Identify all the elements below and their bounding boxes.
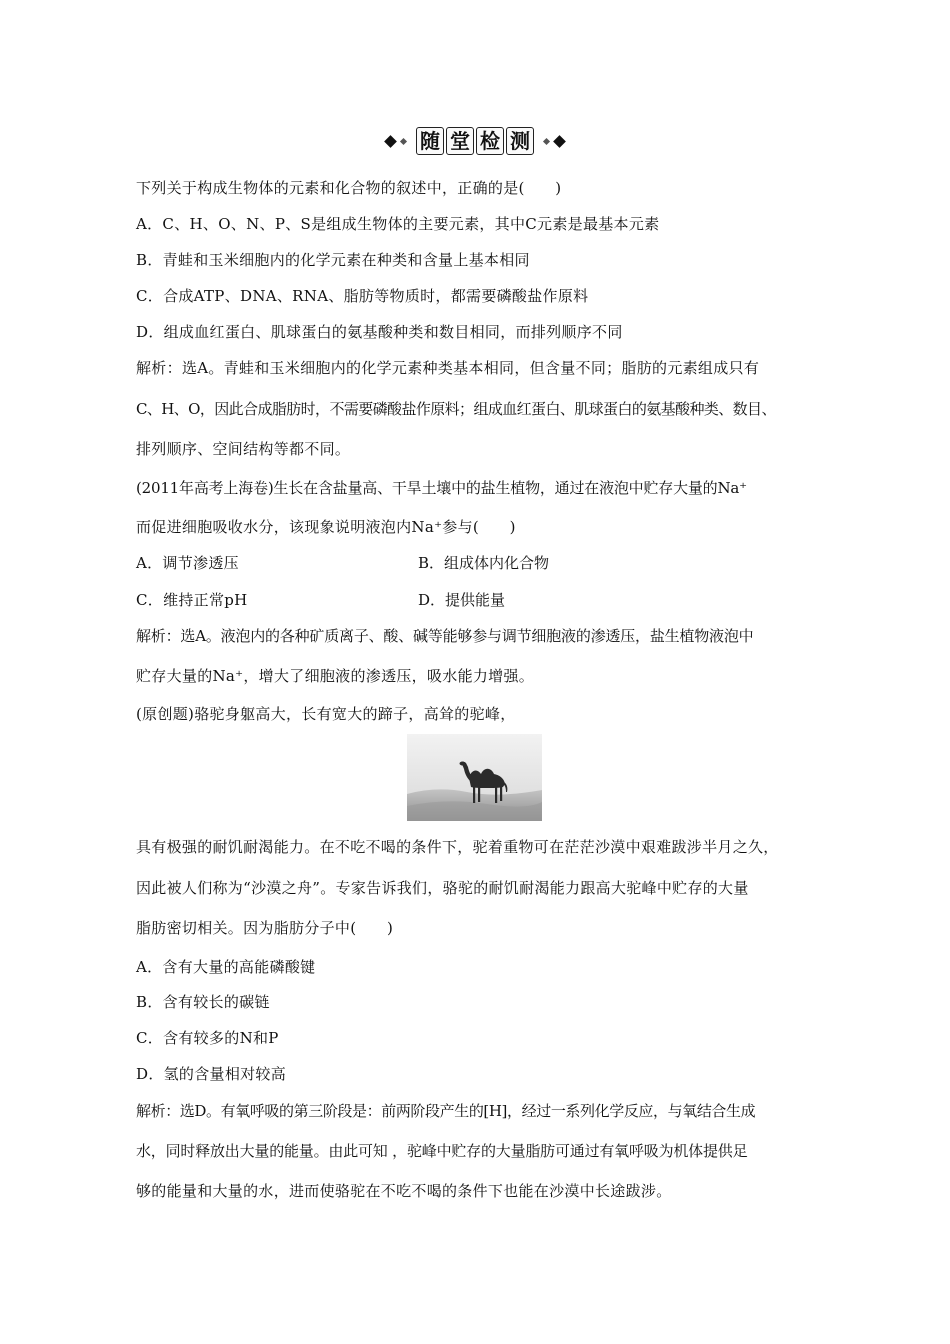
q3-option-b: B．含有较长的碳链: [136, 993, 270, 1011]
q1-option-a: A．C、H、O、N、P、S是组成生物体的主要元素，其中C元素是最基本元素: [136, 215, 660, 233]
q3-analysis-line: 够的能量和大量的水，进而使骆驼在不吃不喝的条件下也能在沙漠中长途跋涉。: [136, 1182, 672, 1200]
question-3-stem: 具有极强的耐饥耐渴能力。在不吃不喝的条件下，驼着重物可在茫茫沙漠中艰难跋涉半月之久，: [136, 838, 779, 856]
q3-analysis-line: 水，同时释放出大量的能量。由此可知 ，驼峰中贮存的大量脂肪可通过有氧呼吸为机体提供足: [136, 1142, 748, 1160]
q2-option-c: C．维持正常pH: [136, 591, 248, 609]
diamond-ornament-icon: [384, 135, 397, 148]
diamond-ornament-icon: [400, 137, 407, 144]
title-char: 堂: [446, 127, 474, 155]
section-title: [416, 127, 534, 155]
diamond-ornament-icon: [543, 137, 550, 144]
q2-analysis-line: 解析：选A。液泡内的各种矿质离子、酸、碱等能够参与调节细胞液的渗透压，盐生植物液泡中: [136, 627, 754, 645]
title-char: 检: [476, 127, 504, 155]
q1-option-b: B．青蛙和玉米细胞内的化学元素在种类和含量上基本相同: [136, 251, 530, 269]
title-char: 测: [506, 127, 534, 155]
diamond-ornament-icon: [553, 135, 566, 148]
camel-icon: [407, 734, 542, 821]
q2-analysis-line: 贮存大量的Na⁺，增大了细胞液的渗透压，吸水能力增强。: [136, 667, 535, 685]
q2-option-b: B．组成体内化合物: [418, 554, 550, 572]
camel-photo: [407, 734, 542, 821]
q1-analysis-line: 解析：选A。青蛙和玉米细胞内的化学元素种类基本相同，但含量不同；脂肪的元素组成只有: [136, 359, 760, 377]
q2-option-a: A．调节渗透压: [136, 554, 239, 572]
q3-option-d: D．氢的含量相对较高: [136, 1065, 287, 1083]
q3-option-c: C．含有较多的N和P: [136, 1029, 279, 1047]
q1-analysis-line: 排列顺序、空间结构等都不同。: [136, 440, 351, 458]
question-1-stem: 下列关于构成生物体的元素和化合物的叙述中，正确的是( ): [136, 179, 562, 197]
q1-option-c: C．合成ATP、DNA、RNA、脂肪等物质时，都需要磷酸盐作原料: [136, 287, 589, 305]
q1-analysis-line: C、H、O，因此合成脂肪时，不需要磷酸盐作原料；组成血红蛋白、肌球蛋白的氨基酸种类、数目、: [136, 400, 776, 418]
question-2-stem: 而促进细胞吸收水分，该现象说明液泡内Na⁺参与( ): [136, 518, 516, 536]
question-3-stem: 因此被人们称为“沙漠之舟”。专家告诉我们，骆驼的耐饥耐渴能力跟高大驼峰中贮存的大量: [136, 879, 749, 897]
section-header: [0, 126, 950, 156]
q1-option-d: D．组成血红蛋白、肌球蛋白的氨基酸种类和数目相同，而排列顺序不同: [136, 323, 623, 341]
q3-analysis-line: 解析：选D。有氧呼吸的第三阶段是：前两阶段产生的[H]，经过一系列化学反应，与氧结合生成: [136, 1102, 756, 1120]
question-3-stem: (原创题)骆驼身躯高大，长有宽大的蹄子，高耸的驼峰，: [136, 705, 516, 723]
q2-option-d: D．提供能量: [418, 591, 506, 609]
question-2-stem: (2011年高考上海卷)生长在含盐量高、干旱土壤中的盐生植物，通过在液泡中贮存大量的Na⁺: [136, 479, 747, 497]
q3-option-a: A．含有大量的高能磷酸键: [136, 958, 316, 976]
title-char: 随: [416, 127, 444, 155]
question-3-stem: 脂肪密切相关。因为脂肪分子中( ): [136, 919, 394, 937]
